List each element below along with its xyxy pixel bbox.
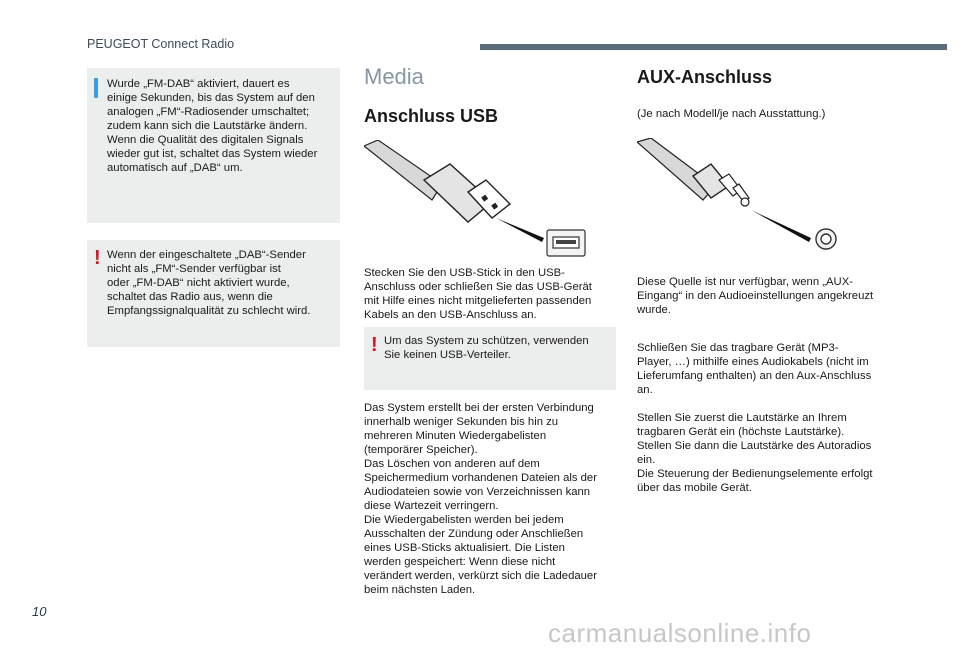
running-header: PEUGEOT Connect Radio	[87, 37, 235, 51]
aux-paragraph-2: Schließen Sie das tragbare Gerät (MP3- Player, …) mithilfe eines Audiokabels (nicht im Lieferumfang enthalten) an den Aux-Anschluss an.	[637, 342, 872, 396]
aux-paragraph-1: Diese Quelle ist nur verfügbar, wenn „AUX- Eingang“ in den Audioeinstellungen angekreuzt wurde.	[637, 276, 874, 316]
section-title-media: Media	[364, 64, 424, 89]
info-note-box	[87, 68, 340, 223]
warning-note-box	[87, 240, 340, 347]
info-icon	[94, 78, 98, 98]
aux-subtitle: (Je nach Modell/je nach Ausstattung.)	[637, 108, 826, 120]
info-note-text: Wurde „FM-DAB“ aktiviert, dauert es einige Sekunden, bis das System auf den analogen „FM“-Radiosender umschaltet; zudem kann sich die Lautstärke ändern. Wenn die Qualität des digitalen Signals wieder gut ist, schaltet das System wieder automatisch auf „DAB“ um.	[107, 78, 318, 174]
usb-warning-text: Um das System zu schützen, verwenden Sie keinen USB-Verteiler.	[384, 335, 589, 361]
page-number: 10	[32, 604, 47, 619]
aux-paragraph-3: Stellen Sie zuerst die Lautstärke an Ihrem tragbaren Gerät ein (höchste Lautstärke). Stellen Sie dann die Lautstärke des Autoradios ein. Die Steuerung der Bedienungselemente erfolgt über das mobile Gerät.	[637, 412, 873, 494]
usb-intro-text: Stecken Sie den USB-Stick in den USB- Anschluss oder schließen Sie das USB-Gerät mit Hilfe eines nicht mitgelieferten passenden Kabels an den USB-Anschluss an.	[364, 267, 592, 321]
usb-warning-box	[364, 327, 616, 390]
usb-details-text: Das System erstellt bei der ersten Verbindung innerhalb weniger Sekunden bis hin zu mehreren Minuten Wiedergabelisten (temporärer Speicher). Das Löschen von anderen auf dem Speichermedium vorhandenen Dateien als der Audiodateien sowie von Verzeichnissen kann diese Wartezeit verringern. Die Wiedergabelisten werden bei jedem Ausschalten der Zündung oder Anschließen eines USB-Sticks aktualisiert. Die Listen werden gespeichert: Wenn diese nicht verändert werden, verkürzt sich die Ladedauer beim nächsten Laden.	[364, 402, 597, 596]
warning-note-text: Wenn der eingeschaltete „DAB“-Sender nicht als „FM“-Sender verfügbar ist oder „FM-DAB“ nicht aktiviert wurde, schaltet das Radio aus, wenn die Empfangssignalqualität zu schlecht wird.	[107, 249, 311, 317]
warning-icon: !	[94, 247, 101, 269]
heading-aux: AUX-Anschluss	[637, 67, 773, 87]
warning-icon: !	[371, 334, 378, 356]
heading-usb: Anschluss USB	[364, 106, 499, 126]
header-rule	[480, 44, 947, 50]
usb-port-icon	[547, 230, 585, 256]
watermark: carmanualsonline.info	[548, 618, 812, 648]
aux-port-icon	[816, 229, 836, 249]
